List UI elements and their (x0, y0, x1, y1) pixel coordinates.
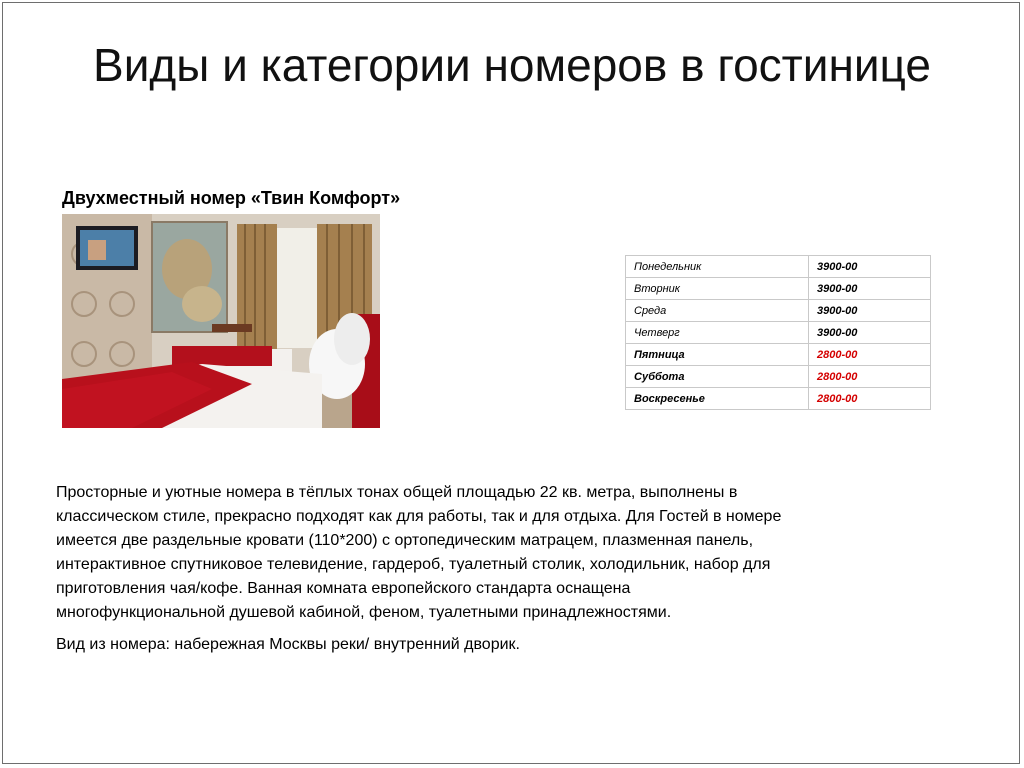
slide-title: Виды и категории номеров в гостинице (93, 39, 931, 91)
room-photo (62, 214, 380, 428)
day-cell: Понедельник (626, 256, 809, 278)
price-cell: 2800-00 (809, 388, 931, 410)
table-row (626, 278, 931, 300)
table-row (626, 300, 931, 322)
day-cell: Суббота (626, 366, 809, 388)
price-cell: 3900-00 (809, 278, 931, 300)
table-row (626, 344, 931, 366)
price-table (625, 255, 931, 410)
table-row (626, 388, 931, 410)
day-cell: Вторник (626, 278, 809, 300)
price-cell: 3900-00 (809, 322, 931, 344)
day-cell: Четверг (626, 322, 809, 344)
view-text: Вид из номера: набережная Москвы реки/ внутренний дворик. (56, 636, 520, 653)
room-subtitle: Двухместный номер «Твин Комфорт» (62, 188, 401, 208)
price-cell: 3900-00 (809, 256, 931, 278)
room-photo-image (62, 214, 380, 428)
day-cell: Пятница (626, 344, 809, 366)
price-cell: 3900-00 (809, 300, 931, 322)
price-cell: 2800-00 (809, 366, 931, 388)
table-row (626, 366, 931, 388)
description-text: Просторные и уютные номера в тёплых тонах общей площадью 22 кв. метра, выполнены в классическом стиле, прекрасно подходят как для работы, так и для отдыха. Для Гостей в номере имеется две раздельные кровати (110*200) с ортопедическим матрацем, плазменная панель, интерактивное спутниковое телевидение, гардероб, туалетный столик, холодильник, набор для приготовления чая/кофе. Ванная комната европейского стандарта оснащена многофункциональной душевой кабиной, феном, туалетными принадлежностями. (56, 484, 782, 621)
price-cell: 2800-00 (809, 344, 931, 366)
table-row (626, 256, 931, 278)
table-row (626, 322, 931, 344)
room-description (56, 481, 796, 657)
day-cell: Среда (626, 300, 809, 322)
day-cell: Воскресенье (626, 388, 809, 410)
